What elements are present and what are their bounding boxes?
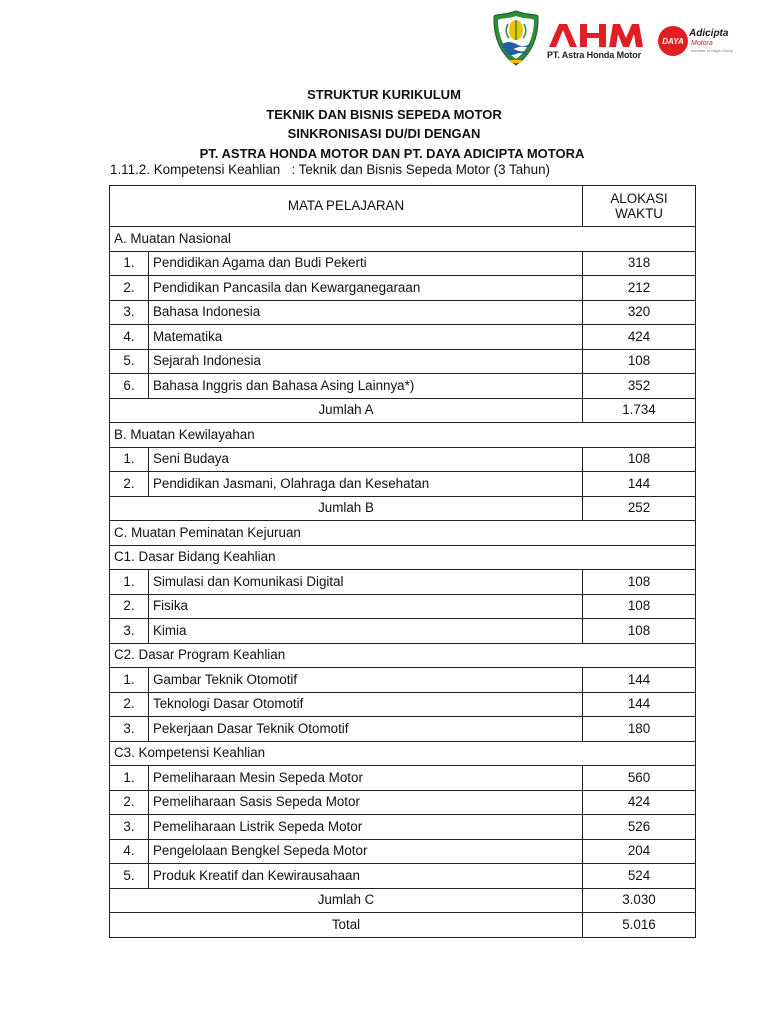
subject-hours: 318: [583, 251, 696, 276]
section-row: [110, 227, 696, 252]
section-row: [110, 423, 696, 448]
table-row: [110, 692, 696, 717]
title-line-3: SINKRONISASI DU/DI DENGAN: [287, 126, 481, 141]
subject-hours: 424: [583, 790, 696, 815]
subject-hours: 108: [583, 619, 696, 644]
subject-hours: 560: [583, 766, 696, 791]
subsection-row: [110, 545, 696, 570]
row-number: 2.: [110, 472, 149, 497]
subject-hours: 108: [583, 570, 696, 595]
west-java-emblem-icon: [492, 10, 540, 66]
daya-adicipta-logo: [658, 26, 738, 66]
row-number: 3.: [110, 300, 149, 325]
subject-name: Pemeliharaan Mesin Sepeda Motor: [149, 766, 583, 791]
section-row: [110, 521, 696, 546]
subtotal-row: [110, 496, 696, 521]
daya-tagline: member of Daya Group: [691, 48, 733, 53]
subject-name: Bahasa Indonesia: [149, 300, 583, 325]
header-alokasi-waktu: [583, 186, 696, 227]
grand-total-value: 5.016: [583, 913, 696, 938]
table-row: [110, 349, 696, 374]
row-number: 2.: [110, 276, 149, 301]
subject-name: Pemeliharaan Sasis Sepeda Motor: [149, 790, 583, 815]
kompetensi-code: 1.11.2.: [110, 162, 150, 177]
row-number: 3.: [110, 815, 149, 840]
daya-circle-mark: DAYA: [658, 26, 688, 56]
row-number: 1.: [110, 570, 149, 595]
subtotal-b-label: Jumlah B: [110, 496, 583, 521]
subject-name: Pendidikan Pancasila dan Kewarganegaraan: [149, 276, 583, 301]
ahm-company-name: PT. Astra Honda Motor: [547, 50, 642, 60]
table-row: [110, 790, 696, 815]
subject-name: Simulasi dan Komunikasi Digital: [149, 570, 583, 595]
subject-hours: 144: [583, 692, 696, 717]
header-logos: [490, 10, 740, 66]
subject-hours: 108: [583, 349, 696, 374]
row-number: 4.: [110, 839, 149, 864]
subject-hours: 352: [583, 374, 696, 399]
row-number: 1.: [110, 251, 149, 276]
subject-name: Fisika: [149, 594, 583, 619]
row-number: 1.: [110, 447, 149, 472]
subject-hours: 180: [583, 717, 696, 742]
subject-name: Sejarah Indonesia: [149, 349, 583, 374]
section-b-title: B. Muatan Kewilayahan: [110, 423, 696, 448]
table-row: [110, 717, 696, 742]
table-row: [110, 447, 696, 472]
table-row: [110, 300, 696, 325]
grand-total-label: Total: [110, 913, 583, 938]
ahm-logo: [547, 22, 650, 66]
subject-name: Pendidikan Jasmani, Olahraga dan Kesehatan: [149, 472, 583, 497]
subject-name: Matematika: [149, 325, 583, 350]
subject-name: Kimia: [149, 619, 583, 644]
section-c-title: C. Muatan Peminatan Kejuruan: [110, 521, 696, 546]
row-number: 5.: [110, 864, 149, 889]
row-number: 1.: [110, 766, 149, 791]
row-number: 3.: [110, 717, 149, 742]
subject-name: Teknologi Dasar Otomotif: [149, 692, 583, 717]
header-alokasi-line2: WAKTU: [615, 206, 663, 221]
subject-name: Pendidikan Agama dan Budi Pekerti: [149, 251, 583, 276]
subtotal-c-label: Jumlah C: [110, 888, 583, 913]
subtotal-b-value: 252: [583, 496, 696, 521]
subsection-row: [110, 643, 696, 668]
table-row: [110, 815, 696, 840]
subject-hours: 204: [583, 839, 696, 864]
title-line-1: STRUKTUR KURIKULUM: [307, 87, 461, 102]
subject-name: Produk Kreatif dan Kewirausahaan: [149, 864, 583, 889]
header-mata-pelajaran: MATA PELAJARAN: [110, 186, 583, 227]
subject-hours: 212: [583, 276, 696, 301]
subject-hours: 108: [583, 594, 696, 619]
subject-hours: 424: [583, 325, 696, 350]
subject-name: Gambar Teknik Otomotif: [149, 668, 583, 693]
subject-name: Seni Budaya: [149, 447, 583, 472]
subject-name: Pekerjaan Dasar Teknik Otomotif: [149, 717, 583, 742]
table-row: [110, 766, 696, 791]
row-number: 5.: [110, 349, 149, 374]
section-c1-title: C1. Dasar Bidang Keahlian: [110, 545, 696, 570]
section-c2-title: C2. Dasar Program Keahlian: [110, 643, 696, 668]
kompetensi-value: : Teknik dan Bisnis Sepeda Motor (3 Tahun): [291, 162, 550, 177]
subject-hours: 526: [583, 815, 696, 840]
subject-name: Pengelolaan Bengkel Sepeda Motor: [149, 839, 583, 864]
subject-hours: 320: [583, 300, 696, 325]
kompetensi-label: Kompetensi Keahlian: [153, 162, 281, 177]
table-row: [110, 325, 696, 350]
row-number: 2.: [110, 594, 149, 619]
document-title: [0, 85, 768, 163]
subtotal-c-value: 3.030: [583, 888, 696, 913]
table-row: [110, 251, 696, 276]
daya-name: Adicipta: [689, 28, 729, 39]
table-row: [110, 276, 696, 301]
title-line-2: TEKNIK DAN BISNIS SEPEDA MOTOR: [266, 106, 502, 122]
subtotal-row: [110, 398, 696, 423]
header-alokasi-line1: ALOKASI: [610, 191, 668, 206]
row-number: 2.: [110, 790, 149, 815]
table-row: [110, 570, 696, 595]
section-a-title: A. Muatan Nasional: [110, 227, 696, 252]
table-row: [110, 472, 696, 497]
subtotal-a-label: Jumlah A: [110, 398, 583, 423]
section-c3-title: C3. Kompetensi Keahlian: [110, 741, 696, 766]
row-number: 6.: [110, 374, 149, 399]
table-row: [110, 619, 696, 644]
table-row: [110, 594, 696, 619]
subject-hours: 144: [583, 472, 696, 497]
table-row: [110, 839, 696, 864]
row-number: 4.: [110, 325, 149, 350]
subject-hours: 524: [583, 864, 696, 889]
row-number: 1.: [110, 668, 149, 693]
subject-hours: 144: [583, 668, 696, 693]
table-header-row: [110, 186, 696, 227]
subtotal-row: [110, 888, 696, 913]
subject-hours: 108: [583, 447, 696, 472]
subsection-row: [110, 741, 696, 766]
title-line-4: PT. ASTRA HONDA MOTOR DAN PT. DAYA ADICIPTA MOTORA: [199, 145, 585, 161]
row-number: 2.: [110, 692, 149, 717]
curriculum-table: [109, 185, 696, 938]
table-row: [110, 668, 696, 693]
daya-sub: Motora: [691, 40, 713, 47]
table-row: [110, 864, 696, 889]
table-row: [110, 374, 696, 399]
kompetensi-keahlian-line: [110, 160, 550, 180]
subtotal-a-value: 1.734: [583, 398, 696, 423]
grand-total-row: [110, 913, 696, 938]
subject-name: Bahasa Inggris dan Bahasa Asing Lainnya*): [149, 374, 583, 399]
subject-name: Pemeliharaan Listrik Sepeda Motor: [149, 815, 583, 840]
ahm-wordmark: [547, 22, 650, 48]
row-number: 3.: [110, 619, 149, 644]
